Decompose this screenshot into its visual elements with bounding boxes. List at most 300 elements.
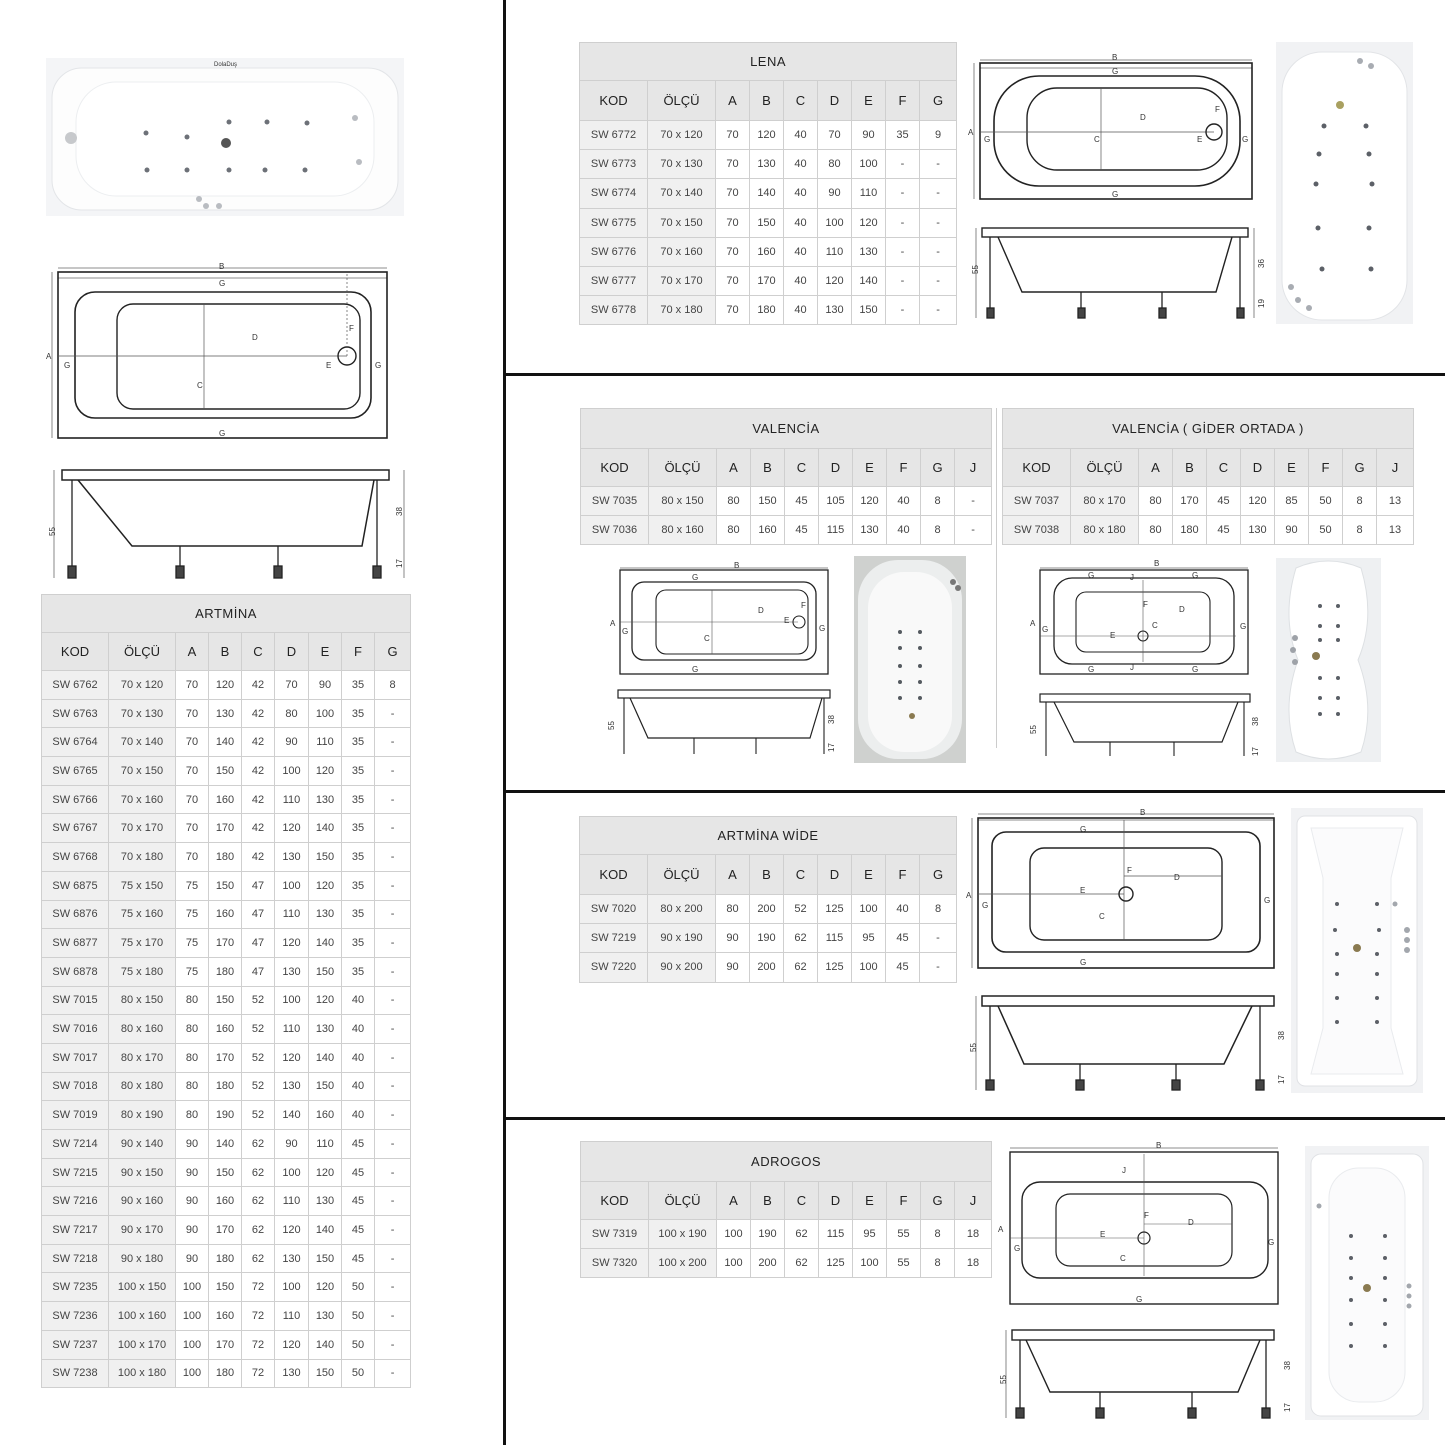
dimension-cell: 110 [275,1015,309,1044]
dim-c-label: C [1094,135,1100,144]
dimension-cell: 95 [852,924,886,953]
table-row [42,728,411,757]
table-row [42,1359,411,1388]
size-cell: 80 x 160 [649,516,717,545]
dim-e-label: E [1197,135,1203,144]
dimension-cell: 90 [275,1130,309,1159]
dimension-cell: 150 [209,1158,242,1187]
product-code-cell: SW 7037 [1003,487,1071,516]
dimension-cell: 70 [716,150,750,179]
column-header: D [1241,449,1275,487]
dim-g-label: G [622,627,629,636]
column-header: G [921,449,955,487]
dim-38-label: 38 [395,507,404,516]
dimension-cell: 62 [242,1244,275,1273]
table-row [42,1302,411,1331]
dim-e-label: E [784,616,790,625]
product-code-cell: SW 7036 [581,516,649,545]
product-code-cell: SW 7016 [42,1015,109,1044]
dimension-cell: 50 [342,1302,375,1331]
column-separator [996,408,997,748]
dimension-cell: 180 [750,296,784,325]
dimension-cell: 150 [309,1359,342,1388]
dimension-cell: 42 [242,671,275,700]
table-row [42,785,411,814]
dimension-cell: 100 [309,699,342,728]
dimension-cell: 120 [309,1158,342,1187]
dim-g-label: G [219,429,226,438]
dimension-cell: 110 [309,728,342,757]
dim-c-label: C [704,634,710,643]
table-row [581,516,992,545]
dimension-cell: 120 [275,929,309,958]
column-header: J [955,1182,992,1220]
dimension-cell: 45 [342,1244,375,1273]
size-cell: 70 x 180 [109,843,176,872]
table-title: ARTMİNA [42,595,411,633]
dimension-cell: 120 [209,671,242,700]
dimension-cell: 150 [209,757,242,786]
dim-b-label: B [1156,1141,1162,1150]
dimension-cell: 115 [819,516,853,545]
dimension-cell: 55 [887,1249,921,1278]
dimension-cell: 52 [242,1101,275,1130]
dimension-cell: 75 [176,900,209,929]
column-header: A [1139,449,1173,487]
column-header: KOD [580,81,648,121]
size-cell: 90 x 150 [109,1158,176,1187]
dimension-cell: - [920,266,957,295]
dimension-cell: 35 [342,843,375,872]
table-row [42,757,411,786]
dim-g-label: G [1088,665,1095,674]
dimension-cell: 35 [342,957,375,986]
table-header-row [580,855,957,895]
dimension-cell: 50 [1309,487,1343,516]
size-cell: 75 x 180 [109,957,176,986]
dimension-cell: 45 [342,1158,375,1187]
dimension-cell: 42 [242,814,275,843]
dimension-cell: 90 [716,924,750,953]
table-row [42,1101,411,1130]
dimension-cell: 140 [309,814,342,843]
dim-e-label: E [1110,631,1116,640]
product-code-cell: SW 7214 [42,1130,109,1159]
dimension-cell: 200 [751,1249,785,1278]
dimension-cell: 70 [716,179,750,208]
table-row [42,1130,411,1159]
size-cell: 70 x 120 [109,671,176,700]
product-code-cell: SW 7215 [42,1158,109,1187]
dimension-cell: 110 [852,179,886,208]
dimension-cell: 62 [784,953,818,982]
dimension-cell: 45 [1207,516,1241,545]
dimension-cell: 160 [751,516,785,545]
artmina-wide-side-view-drawing [962,992,1286,1096]
table-row [580,121,957,150]
size-cell: 100 x 200 [649,1249,717,1278]
dimension-cell: 62 [242,1187,275,1216]
dimension-cell: 80 [716,895,750,924]
dimension-cell: 70 [716,266,750,295]
artmina-top-view-drawing [44,258,394,442]
tub-photo-graphic [1276,558,1381,762]
dimension-cell: 190 [750,924,784,953]
dimension-cell: 100 [852,150,886,179]
dimension-cell: 42 [242,728,275,757]
dim-36-label: 36 [1257,259,1266,268]
dimension-cell: - [375,757,411,786]
dimension-cell: 130 [1241,516,1275,545]
dim-d-label: D [1179,605,1185,614]
dimension-cell: 115 [818,924,852,953]
dimension-cell: 62 [784,924,818,953]
column-header: ÖLÇÜ [649,1182,717,1220]
dimension-cell: 100 [852,953,886,982]
horizontal-divider [506,790,1445,793]
dim-a-label: A [46,352,52,361]
column-header: A [716,855,750,895]
table-title: ADROGOS [581,1142,992,1182]
dimension-cell: 170 [209,929,242,958]
table-row [580,179,957,208]
table-row [580,237,957,266]
dimension-cell: 160 [750,237,784,266]
column-header: F [886,855,920,895]
dimension-cell: - [375,1302,411,1331]
table-row [42,871,411,900]
dim-g-label: G [1264,896,1271,905]
column-header: G [1343,449,1377,487]
dim-d-label: D [252,333,258,342]
dimension-cell: 125 [819,1249,853,1278]
size-cell: 70 x 140 [648,179,716,208]
dimension-cell: - [920,179,957,208]
table-row [42,957,411,986]
column-header: D [818,81,852,121]
column-header: A [717,449,751,487]
product-code-cell: SW 7015 [42,986,109,1015]
dim-38-label: 38 [827,715,836,724]
valencia-gider-side-view-drawing [1024,688,1264,764]
dim-e-label: E [1080,886,1086,895]
dimension-cell: 8 [921,516,955,545]
dimension-cell: - [886,179,920,208]
table-body [42,671,411,1388]
dim-55-label: 55 [607,721,616,730]
product-code-cell: SW 7038 [1003,516,1071,545]
dimension-cell: 8 [921,487,955,516]
dimension-cell: 180 [209,957,242,986]
column-header: A [717,1182,751,1220]
table-row [42,1273,411,1302]
table-header-row [1003,449,1414,487]
column-header: F [342,633,375,671]
dimension-cell: 70 [716,296,750,325]
dim-g-label: G [982,901,989,910]
artmina-wide-top-view-drawing [962,806,1276,970]
dimension-cell: - [920,953,957,982]
dim-d-label: D [1140,113,1146,122]
table-title: VALENCİA ( GİDER ORTADA ) [1003,409,1414,449]
column-header: J [955,449,992,487]
dim-f-label: F [801,601,806,610]
dimension-cell: - [886,266,920,295]
dimension-cell: 55 [887,1220,921,1249]
dimension-cell: - [955,516,992,545]
dim-a-label: A [1030,619,1036,628]
table-row [42,1072,411,1101]
dimension-cell: 45 [342,1187,375,1216]
dim-g-label: G [692,665,699,674]
dimension-cell: 125 [818,953,852,982]
dim-g-label: G [692,573,699,582]
product-code-cell: SW 7218 [42,1244,109,1273]
dimension-cell: 45 [785,516,819,545]
artmina-side-view-drawing [44,466,414,584]
column-header: D [819,449,853,487]
product-code-cell: SW 7237 [42,1330,109,1359]
size-cell: 70 x 130 [648,150,716,179]
dimension-cell: 80 [176,986,209,1015]
table-row [42,986,411,1015]
column-header: E [853,449,887,487]
dimension-cell: 100 [275,1158,309,1187]
column-header: A [176,633,209,671]
table-row [42,1244,411,1273]
dim-17-label: 17 [395,559,404,568]
dimension-cell: 130 [209,699,242,728]
dim-g-label: G [1080,958,1087,967]
dimension-cell: 8 [921,1220,955,1249]
dimension-cell: 35 [342,871,375,900]
dimension-cell: 47 [242,871,275,900]
dimension-cell: 120 [309,1273,342,1302]
column-header: B [751,449,785,487]
dimension-cell: 80 [1139,516,1173,545]
dimension-cell: - [375,1130,411,1159]
table-row [42,843,411,872]
column-header: E [852,81,886,121]
table-row [581,487,992,516]
size-cell: 75 x 160 [109,900,176,929]
table-row [580,953,957,982]
dimension-cell: 35 [342,671,375,700]
dimension-cell: 100 [818,208,852,237]
dimension-cell: 62 [785,1249,819,1278]
dim-g-label: G [1112,67,1119,76]
dimension-cell: 180 [209,1072,242,1101]
dimension-cell: 120 [853,487,887,516]
dim-d-label: D [758,606,764,615]
product-code-cell: SW 7220 [580,953,648,982]
adrogos-tub-photo [1305,1146,1429,1420]
dimension-cell: 160 [209,1015,242,1044]
dimension-cell: 8 [921,1249,955,1278]
dimension-cell: 80 [818,150,852,179]
dimension-cell: 100 [176,1359,209,1388]
dimension-cell: - [920,208,957,237]
dimension-cell: - [375,929,411,958]
dim-55-label: 55 [48,527,57,536]
product-code-cell: SW 6774 [580,179,648,208]
product-code-cell: SW 7217 [42,1216,109,1245]
dimension-cell: 120 [750,121,784,150]
dimension-cell: 120 [309,871,342,900]
dimension-cell: 52 [242,986,275,1015]
dimension-cell: 180 [1173,516,1207,545]
dim-a-label: A [966,891,972,900]
dimension-cell: 100 [852,895,886,924]
dimension-cell: 150 [852,296,886,325]
dimension-cell: 70 [275,671,309,700]
dimension-cell: 40 [342,1072,375,1101]
column-header: KOD [580,855,648,895]
column-header: ÖLÇÜ [1071,449,1139,487]
dim-a-label: A [998,1225,1004,1234]
column-header: A [716,81,750,121]
dimension-cell: 120 [275,1330,309,1359]
dim-55-label: 55 [999,1375,1008,1384]
size-cell: 100 x 150 [109,1273,176,1302]
product-code-cell: SW 6762 [42,671,109,700]
table-row [42,814,411,843]
table-row [42,1015,411,1044]
dimension-cell: 130 [309,1302,342,1331]
dimension-cell: - [375,843,411,872]
dimension-cell: - [886,237,920,266]
dim-55-label: 55 [971,265,980,274]
column-header: ÖLÇÜ [648,855,716,895]
column-header: B [750,81,784,121]
dimension-cell: 150 [209,986,242,1015]
column-header: C [785,449,819,487]
dimension-cell: 130 [309,900,342,929]
dimension-cell: - [375,814,411,843]
table-row [42,1158,411,1187]
size-cell: 100 x 170 [109,1330,176,1359]
dimension-cell: - [375,986,411,1015]
size-cell: 80 x 150 [109,986,176,1015]
dimension-cell: 200 [750,953,784,982]
product-code-cell: SW 6765 [42,757,109,786]
dimension-cell: 160 [309,1101,342,1130]
product-code-cell: SW 7238 [42,1359,109,1388]
dimension-cell: 150 [309,957,342,986]
dimension-cell: 13 [1377,487,1414,516]
dimension-cell: 8 [1343,487,1377,516]
table-body [581,487,992,545]
size-cell: 90 x 170 [109,1216,176,1245]
dimension-cell: 90 [176,1244,209,1273]
lena-top-view-drawing [964,50,1264,202]
table-row [581,1249,992,1278]
dimension-cell: 100 [176,1330,209,1359]
table-body [581,1220,992,1278]
dimension-cell: 190 [209,1101,242,1130]
column-header: KOD [581,1182,649,1220]
dim-17-label: 17 [1277,1075,1286,1084]
horizontal-divider [506,1117,1445,1120]
size-cell: 70 x 160 [648,237,716,266]
dimension-cell: 8 [1343,516,1377,545]
dimension-cell: 130 [275,1359,309,1388]
dimension-cell: 9 [920,121,957,150]
dim-55-label: 55 [969,1043,978,1052]
dim-b-label: B [734,561,740,570]
valencia-top-view-drawing [606,560,832,676]
tub-photo-graphic [854,556,966,763]
artmina-tub-photo [46,58,404,216]
dimension-cell: 70 [176,814,209,843]
dimension-cell: 85 [1275,487,1309,516]
dimension-cell: 45 [342,1130,375,1159]
column-header: ÖLÇÜ [648,81,716,121]
dimension-cell: - [375,1187,411,1216]
size-cell: 80 x 190 [109,1101,176,1130]
dimension-cell: 70 [716,208,750,237]
dimension-cell: 90 [818,179,852,208]
table-title: VALENCİA [581,409,992,449]
dimension-cell: 150 [309,1244,342,1273]
dimension-cell: 70 [176,757,209,786]
column-header: B [751,1182,785,1220]
size-cell: 80 x 170 [1071,487,1139,516]
size-cell: 100 x 190 [649,1220,717,1249]
dimension-cell: 40 [342,1015,375,1044]
table-row [42,1216,411,1245]
dimension-cell: 62 [242,1158,275,1187]
dim-g-label: G [1192,571,1199,580]
dimension-cell: 50 [342,1273,375,1302]
dimension-cell: 100 [275,1273,309,1302]
column-header: G [921,1182,955,1220]
product-code-cell: SW 6875 [42,871,109,900]
valencia-spec-table [580,408,992,545]
dimension-cell: 180 [209,1359,242,1388]
dimension-cell: - [375,1244,411,1273]
product-code-cell: SW 6778 [580,296,648,325]
column-header: E [853,1182,887,1220]
adrogos-side-view-drawing [994,1326,1294,1422]
dim-b-label: B [219,262,225,271]
dim-g-label: G [1080,825,1087,834]
dimension-cell: 105 [819,487,853,516]
dimension-cell: 40 [784,121,818,150]
dimension-cell: 140 [750,179,784,208]
dimension-cell: 110 [309,1130,342,1159]
dimension-cell: 170 [209,1216,242,1245]
dim-17-label: 17 [1283,1403,1292,1412]
dim-j-label: J [1122,1166,1126,1175]
dimension-cell: 120 [818,266,852,295]
column-header: J [1377,449,1414,487]
tub-photo-graphic [1305,1146,1429,1420]
dimension-cell: 70 [176,699,209,728]
dimension-cell: 70 [716,237,750,266]
table-row [42,929,411,958]
dimension-cell: - [886,296,920,325]
size-cell: 70 x 160 [109,785,176,814]
dimension-cell: 100 [275,871,309,900]
product-code-cell: SW 6878 [42,957,109,986]
dimension-cell: 160 [209,1187,242,1216]
dimension-cell: 70 [818,121,852,150]
dim-19-label: 19 [1257,299,1266,308]
dimension-cell: - [375,1216,411,1245]
dimension-cell: 150 [209,1273,242,1302]
dim-g-label: G [375,361,382,370]
